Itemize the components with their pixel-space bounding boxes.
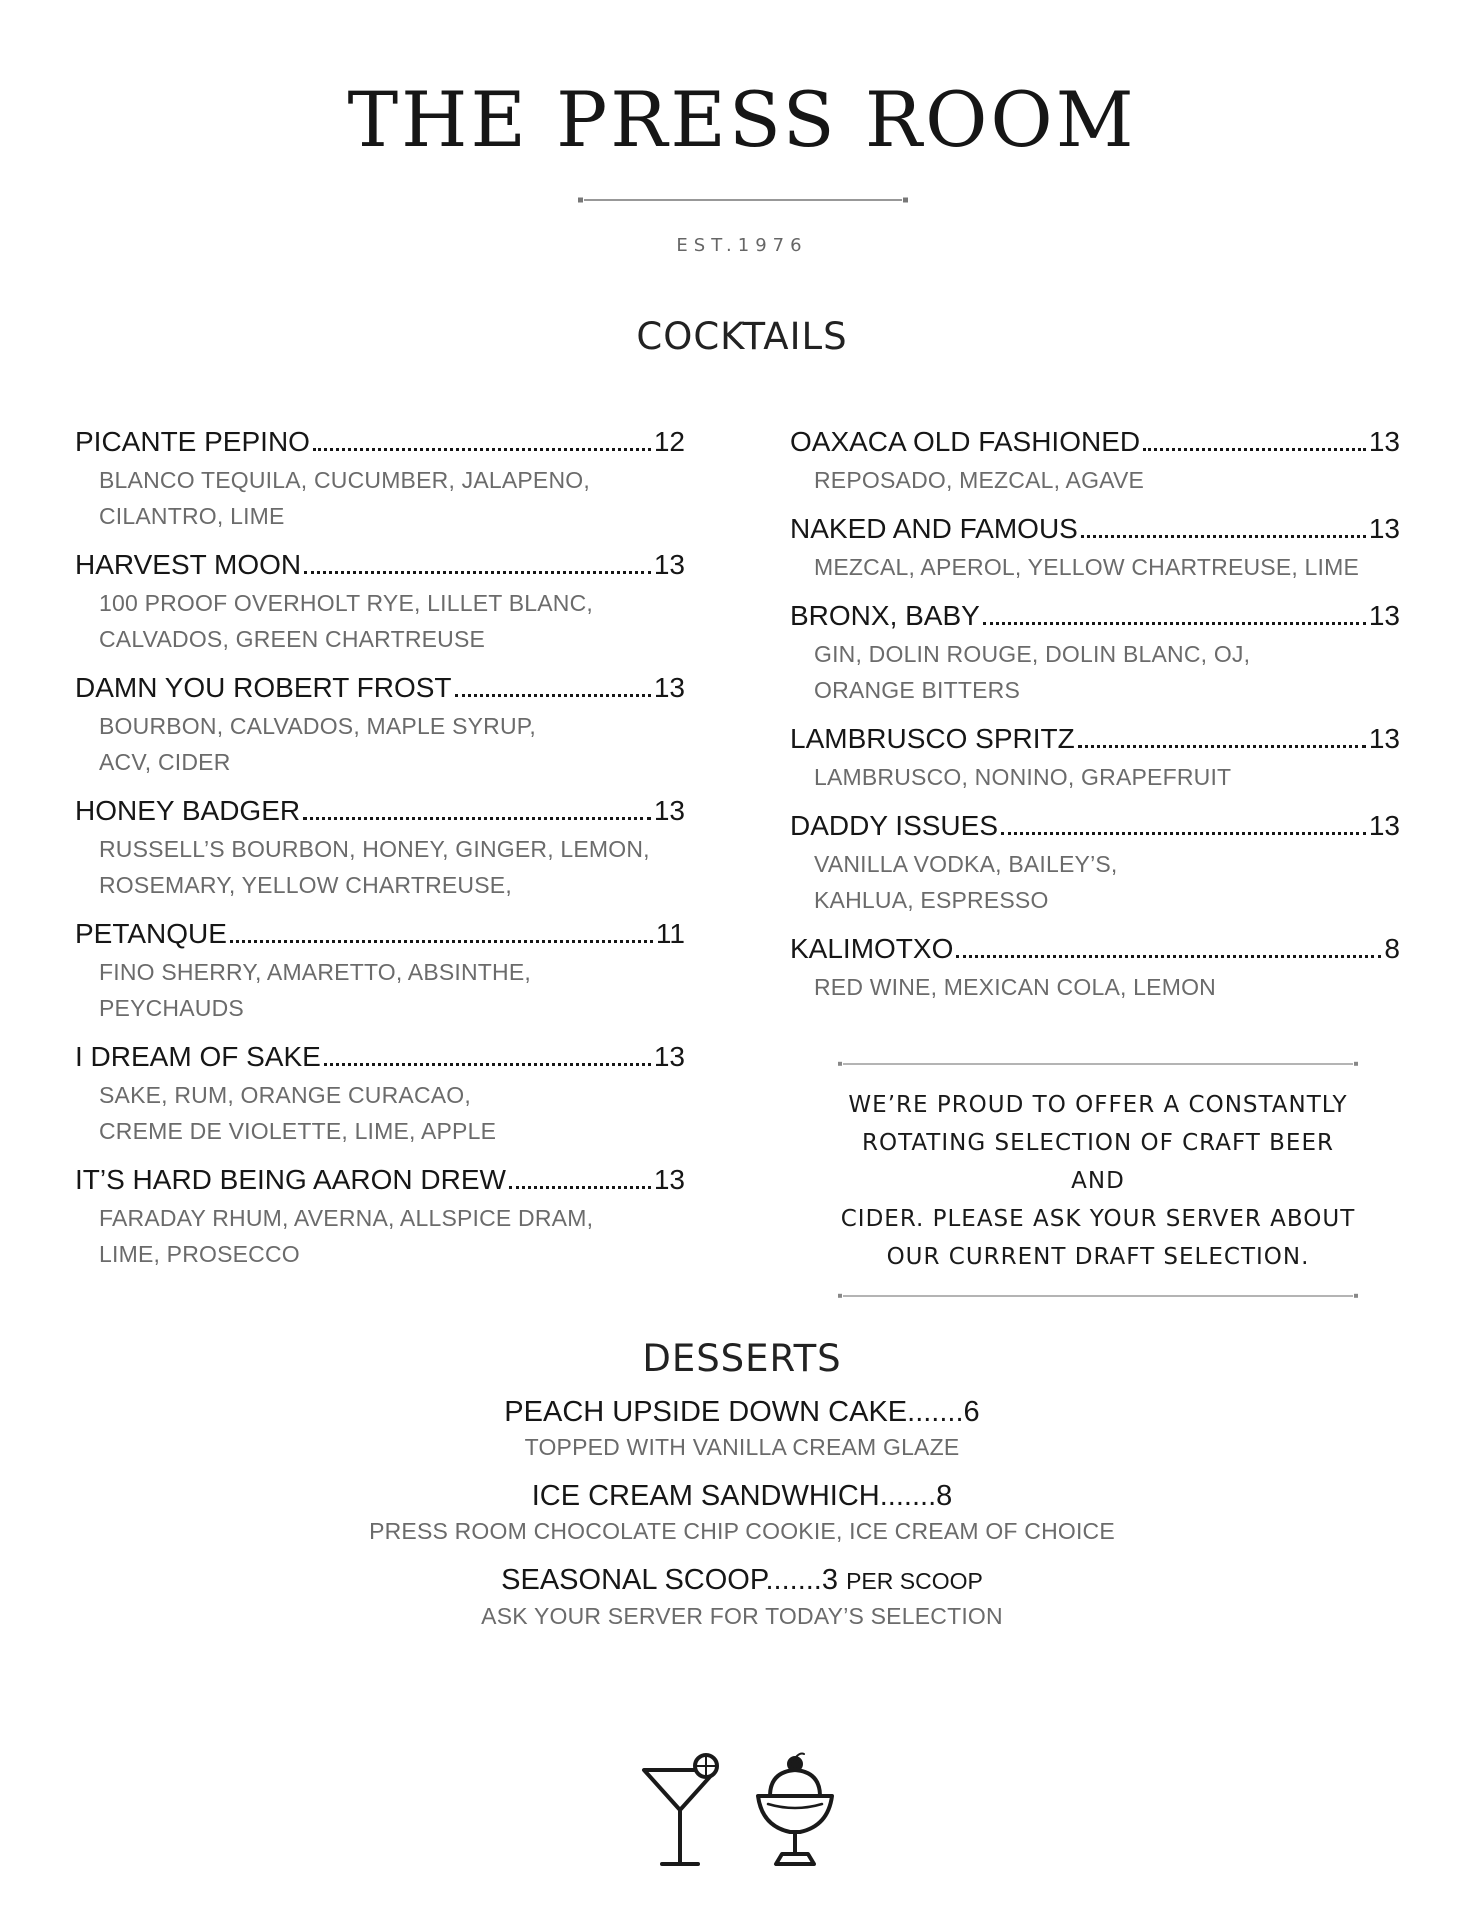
note-bottom-divider — [838, 1292, 1358, 1300]
item-description: RED WINE, MEXICAN COLA, LEMON — [814, 974, 1216, 1000]
footer-icons — [640, 1752, 850, 1872]
menu-item — [75, 794, 685, 903]
item-price: 13 — [653, 795, 685, 826]
header-divider — [578, 196, 908, 204]
item-name: BRONX, BABY — [790, 600, 980, 631]
dot-leader — [956, 955, 1381, 958]
menu-item — [790, 809, 1400, 918]
item-price: 13 — [1368, 810, 1400, 841]
menu-item — [75, 671, 685, 780]
dessert-price: 6 — [963, 1396, 980, 1428]
dessert-description: ASK YOUR SERVER FOR TODAY’S SELECTION — [481, 1603, 1003, 1629]
note-line: WE’RE PROUD TO OFFER A CONSTANTLY — [848, 1092, 1348, 1118]
item-description: MEZCAL, APEROL, YELLOW CHARTREUSE, LIME — [814, 554, 1360, 580]
item-price: 13 — [1368, 600, 1400, 631]
item-price: 13 — [1368, 723, 1400, 754]
item-description: FINO SHERRY, AMARETTO, ABSINTHE, PEYCHAUDS — [99, 959, 532, 1021]
dot-leader: ....... — [907, 1396, 964, 1428]
menu-item — [790, 932, 1400, 1005]
dot-leader — [1143, 448, 1366, 451]
item-name: KALIMOTXO — [790, 933, 954, 964]
dot-leader — [1081, 535, 1366, 538]
dot-leader — [303, 817, 651, 820]
craft-beer-note — [838, 1060, 1358, 1300]
item-name: HARVEST MOON — [75, 549, 302, 580]
item-price: 13 — [653, 1041, 685, 1072]
dot-leader — [983, 622, 1366, 625]
dessert-item — [0, 1393, 1484, 1463]
item-description: RUSSELL’S BOURBON, HONEY, GINGER, LEMON, ROSEMARY, YELLOW CHARTREUSE, — [99, 836, 650, 898]
item-name: OAXACA OLD FASHIONED — [790, 426, 1141, 457]
item-description: BOURBON, CALVADOS, MAPLE SYRUP, ACV, CIDER — [99, 713, 536, 775]
dessert-item — [0, 1561, 1484, 1632]
menu-item — [75, 1040, 685, 1149]
item-name: PICANTE PEPINO — [75, 426, 310, 457]
item-description: GIN, DOLIN ROUGE, DOLIN BLANC, OJ, ORANGE BITTERS — [814, 641, 1251, 703]
item-description: REPOSADO, MEZCAL, AGAVE — [814, 467, 1145, 493]
item-name: DADDY ISSUES — [790, 810, 998, 841]
sundae-icon — [758, 1754, 832, 1865]
item-description: FARADAY RHUM, AVERNA, ALLSPICE DRAM, LIME, PROSECCO — [99, 1205, 594, 1267]
item-description: SAKE, RUM, ORANGE CURACAO, CREME DE VIOLETTE, LIME, APPLE — [99, 1082, 497, 1144]
note-text — [838, 1086, 1358, 1276]
dessert-name: SEASONAL SCOOP — [501, 1564, 766, 1596]
menu-item — [75, 548, 685, 657]
item-description: BLANCO TEQUILA, CUCUMBER, JALAPENO, CILANTRO, LIME — [99, 467, 590, 529]
item-price: 13 — [653, 672, 685, 703]
note-line: ROTATING SELECTION OF CRAFT BEER AND — [862, 1130, 1334, 1194]
established-date: EST.1976 — [676, 235, 808, 256]
item-description: 100 PROOF OVERHOLT RYE, LILLET BLANC, CALVADOS, GREEN CHARTREUSE — [99, 590, 593, 652]
restaurant-name: THE PRESS ROOM — [347, 75, 1137, 164]
item-price: 13 — [653, 1164, 685, 1195]
item-price: 13 — [1368, 426, 1400, 457]
item-price: 11 — [655, 918, 685, 949]
item-name: IT’S HARD BEING AARON DREW — [75, 1164, 506, 1195]
item-name: NAKED AND FAMOUS — [790, 513, 1078, 544]
menu-item — [75, 1163, 685, 1272]
dot-leader — [230, 940, 653, 943]
desserts-list — [0, 1393, 1484, 1646]
menu-item — [75, 917, 685, 1026]
note-line: OUR CURRENT DRAFT SELECTION. — [886, 1244, 1310, 1270]
item-price: 8 — [1384, 933, 1400, 964]
menu-item — [790, 599, 1400, 708]
item-price: 12 — [653, 426, 685, 457]
dot-leader — [324, 1063, 651, 1066]
item-description: LAMBRUSCO, NONINO, GRAPEFRUIT — [814, 764, 1232, 790]
item-price: 13 — [653, 549, 685, 580]
dot-leader — [313, 448, 651, 451]
note-top-divider — [838, 1060, 1358, 1068]
item-description: VANILLA VODKA, BAILEY’S, KAHLUA, ESPRESSO — [814, 851, 1118, 913]
menu-item — [790, 425, 1400, 498]
martini-glass-icon — [644, 1755, 717, 1864]
menu-item — [790, 512, 1400, 585]
dot-leader: ....... — [765, 1564, 822, 1596]
dot-leader — [304, 571, 651, 574]
dessert-description: PRESS ROOM CHOCOLATE CHIP COOKIE, ICE CREAM OF CHOICE — [369, 1518, 1115, 1544]
dessert-item — [0, 1477, 1484, 1547]
item-name: I DREAM OF SAKE — [75, 1041, 321, 1072]
item-price: 13 — [1368, 513, 1400, 544]
item-name: HONEY BADGER — [75, 795, 301, 826]
menu-item — [790, 722, 1400, 795]
menu-item — [75, 425, 685, 534]
dot-leader — [1078, 745, 1366, 748]
cocktails-heading: COCKTAILS — [636, 315, 848, 358]
dot-leader — [1001, 832, 1366, 835]
price-unit: PER SCOOP — [846, 1568, 983, 1594]
cocktails-right-column — [790, 425, 1400, 1019]
dot-leader: ....... — [879, 1480, 937, 1512]
item-name: DAMN YOU ROBERT FROST — [75, 672, 452, 703]
dessert-name: ICE CREAM SANDWHICH — [531, 1480, 880, 1512]
dot-leader — [455, 694, 651, 697]
cocktails-left-column — [75, 425, 685, 1286]
dessert-name: PEACH UPSIDE DOWN CAKE — [504, 1396, 908, 1428]
dot-leader — [509, 1186, 651, 1189]
note-line: CIDER. PLEASE ASK YOUR SERVER ABOUT — [840, 1206, 1356, 1232]
dessert-description: TOPPED WITH VANILLA CREAM GLAZE — [524, 1434, 960, 1460]
item-name: PETANQUE — [75, 918, 227, 949]
item-name: LAMBRUSCO SPRITZ — [790, 723, 1075, 754]
dessert-price: 3 — [821, 1564, 839, 1596]
desserts-heading: DESSERTS — [642, 1337, 842, 1380]
dessert-price: 8 — [936, 1480, 953, 1512]
